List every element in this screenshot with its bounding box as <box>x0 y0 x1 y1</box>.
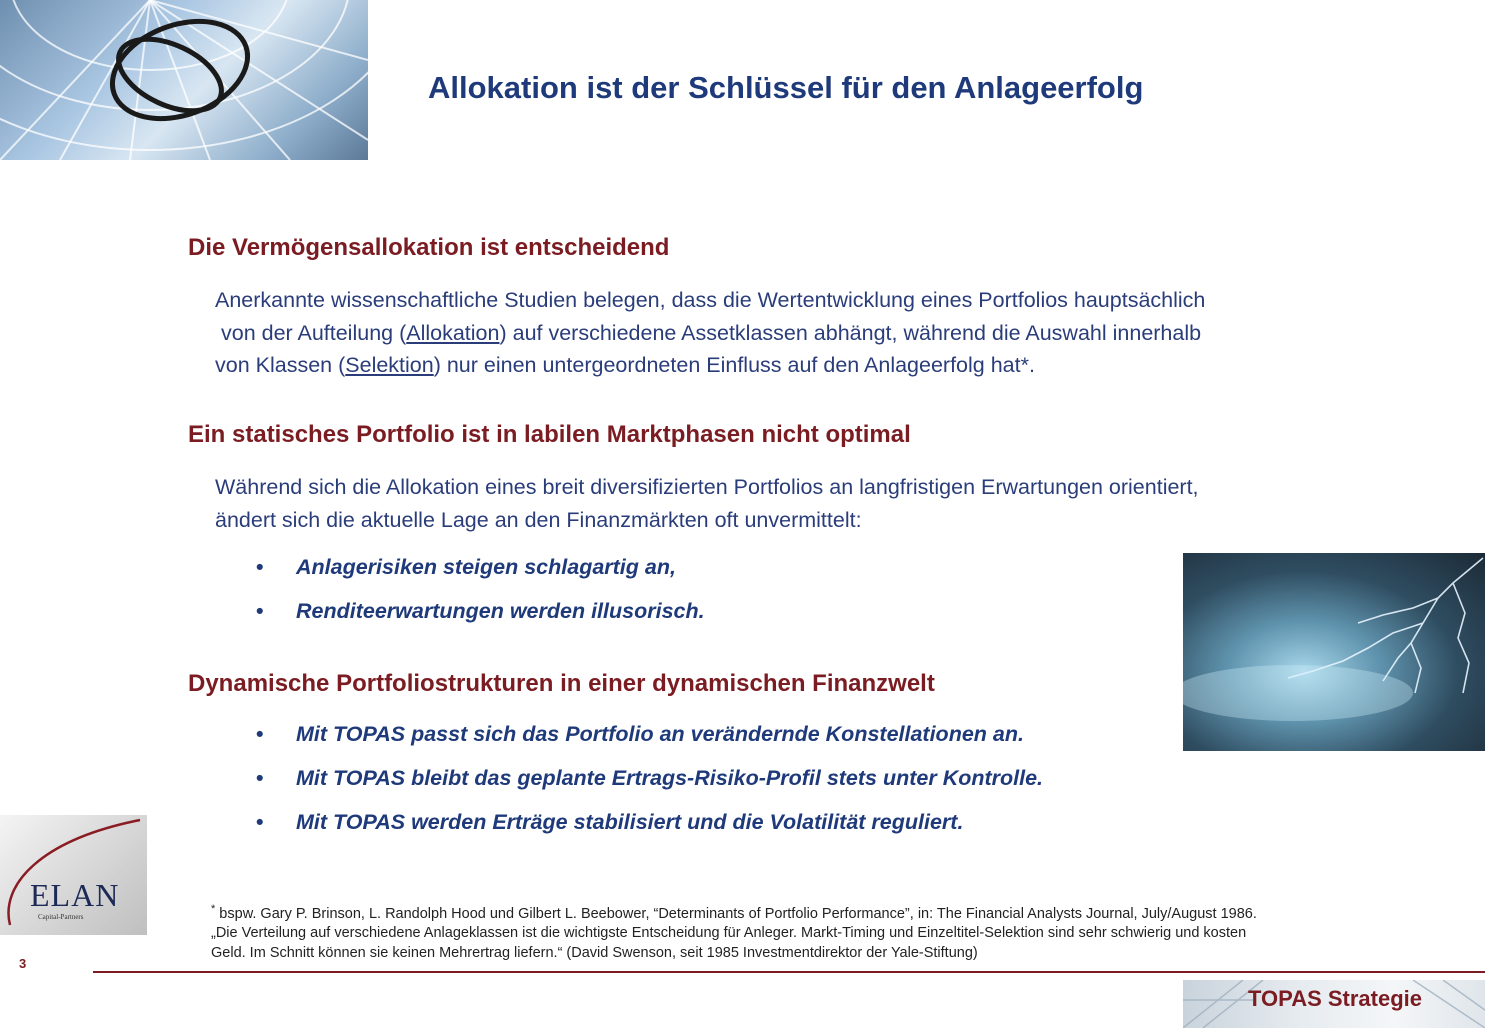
paragraph-line: ändert sich die aktuelle Lage an den Finanzmärkten oft unvermittelt: <box>215 507 862 532</box>
section-heading-allocation: Die Vermögensallokation ist entscheidend <box>188 234 670 261</box>
bullet-item: • Renditeerwartungen werden illusorisch. <box>256 599 705 623</box>
footnote <box>211 900 1361 963</box>
paragraph-line: von der Aufteilung (Allokation) auf verschiedene Assetklassen abhängt, während die Auswahl innerhalb <box>220 320 1202 345</box>
paragraph-line: Anerkannte wissenschaftliche Studien belegen, dass die Wertentwicklung eines Portfolios hauptsächlich <box>215 288 1206 312</box>
footnote-marker: * <box>211 903 216 915</box>
bullet-icon: • <box>256 599 264 623</box>
section-heading-static-portfolio: Ein statisches Portfolio ist in labilen Marktphasen nicht optimal <box>188 421 911 448</box>
logo-subtitle: Capital-Partners <box>38 913 84 921</box>
section-paragraph-static-portfolio <box>215 471 1375 536</box>
section-paragraph-allocation <box>215 284 1375 382</box>
bullet-icon: • <box>256 555 264 579</box>
allokation-link[interactable]: Allokation <box>406 320 500 345</box>
page-number: 3 <box>19 956 27 971</box>
lightning-storm-image <box>1183 553 1485 751</box>
bullet-icon: • <box>256 810 264 834</box>
footer-divider <box>93 971 1485 973</box>
bullet-icon: • <box>256 722 264 746</box>
footnote-line: * bspw. Gary P. Brinson, L. Randolph Hood und Gilbert L. Beebower, “Determinants of Portfolio Performance”, in: The Financial Analysts Journal, July/August 1986. <box>211 903 1257 922</box>
paragraph-line: von Klassen (Selektion) nur einen untergeordneten Einfluss auf den Anlageerfolg hat*. <box>215 353 1035 377</box>
footer-label: TOPAS Strategie <box>1248 986 1423 1011</box>
bullet-item: • Mit TOPAS passt sich das Portfolio an verändernde Konstellationen an. <box>256 722 1024 746</box>
bullet-item: • Mit TOPAS werden Erträge stabilisiert und die Volatilität reguliert. <box>256 810 964 834</box>
elan-logo <box>0 815 147 935</box>
paragraph-line: Während sich die Allokation eines breit diversifizierten Portfolios an langfristigen Erwartungen orientiert, <box>215 475 1199 499</box>
header-dome-image <box>0 0 368 160</box>
bullet-item: • Mit TOPAS bleibt das geplante Ertrags-Risiko-Profil stets unter Kontrolle. <box>256 766 1044 790</box>
footnote-line: Geld. Im Schnitt können sie keinen Mehrertrag liefern.“ (David Swenson, seit 1985 Investmentdirektor der Yale-Stiftung) <box>211 944 978 961</box>
logo-name: ELAN <box>30 877 120 913</box>
footnote-line: „Die Verteilung auf verschiedene Anlageklassen ist die wichtigste Entscheidung für Anleger. Markt-Timing und Einzeltitel-Selektion sind sehr schwierig und kosten <box>211 925 1247 942</box>
bullet-icon: • <box>256 766 264 790</box>
selektion-link[interactable]: Selektion <box>345 353 434 377</box>
section-heading-dynamic: Dynamische Portfoliostrukturen in einer dynamischen Finanzwelt <box>188 670 935 697</box>
page-title: Allokation ist der Schlüssel für den Anlageerfolg <box>428 70 1144 105</box>
bullet-item: • Anlagerisiken steigen schlagartig an, <box>256 555 676 579</box>
